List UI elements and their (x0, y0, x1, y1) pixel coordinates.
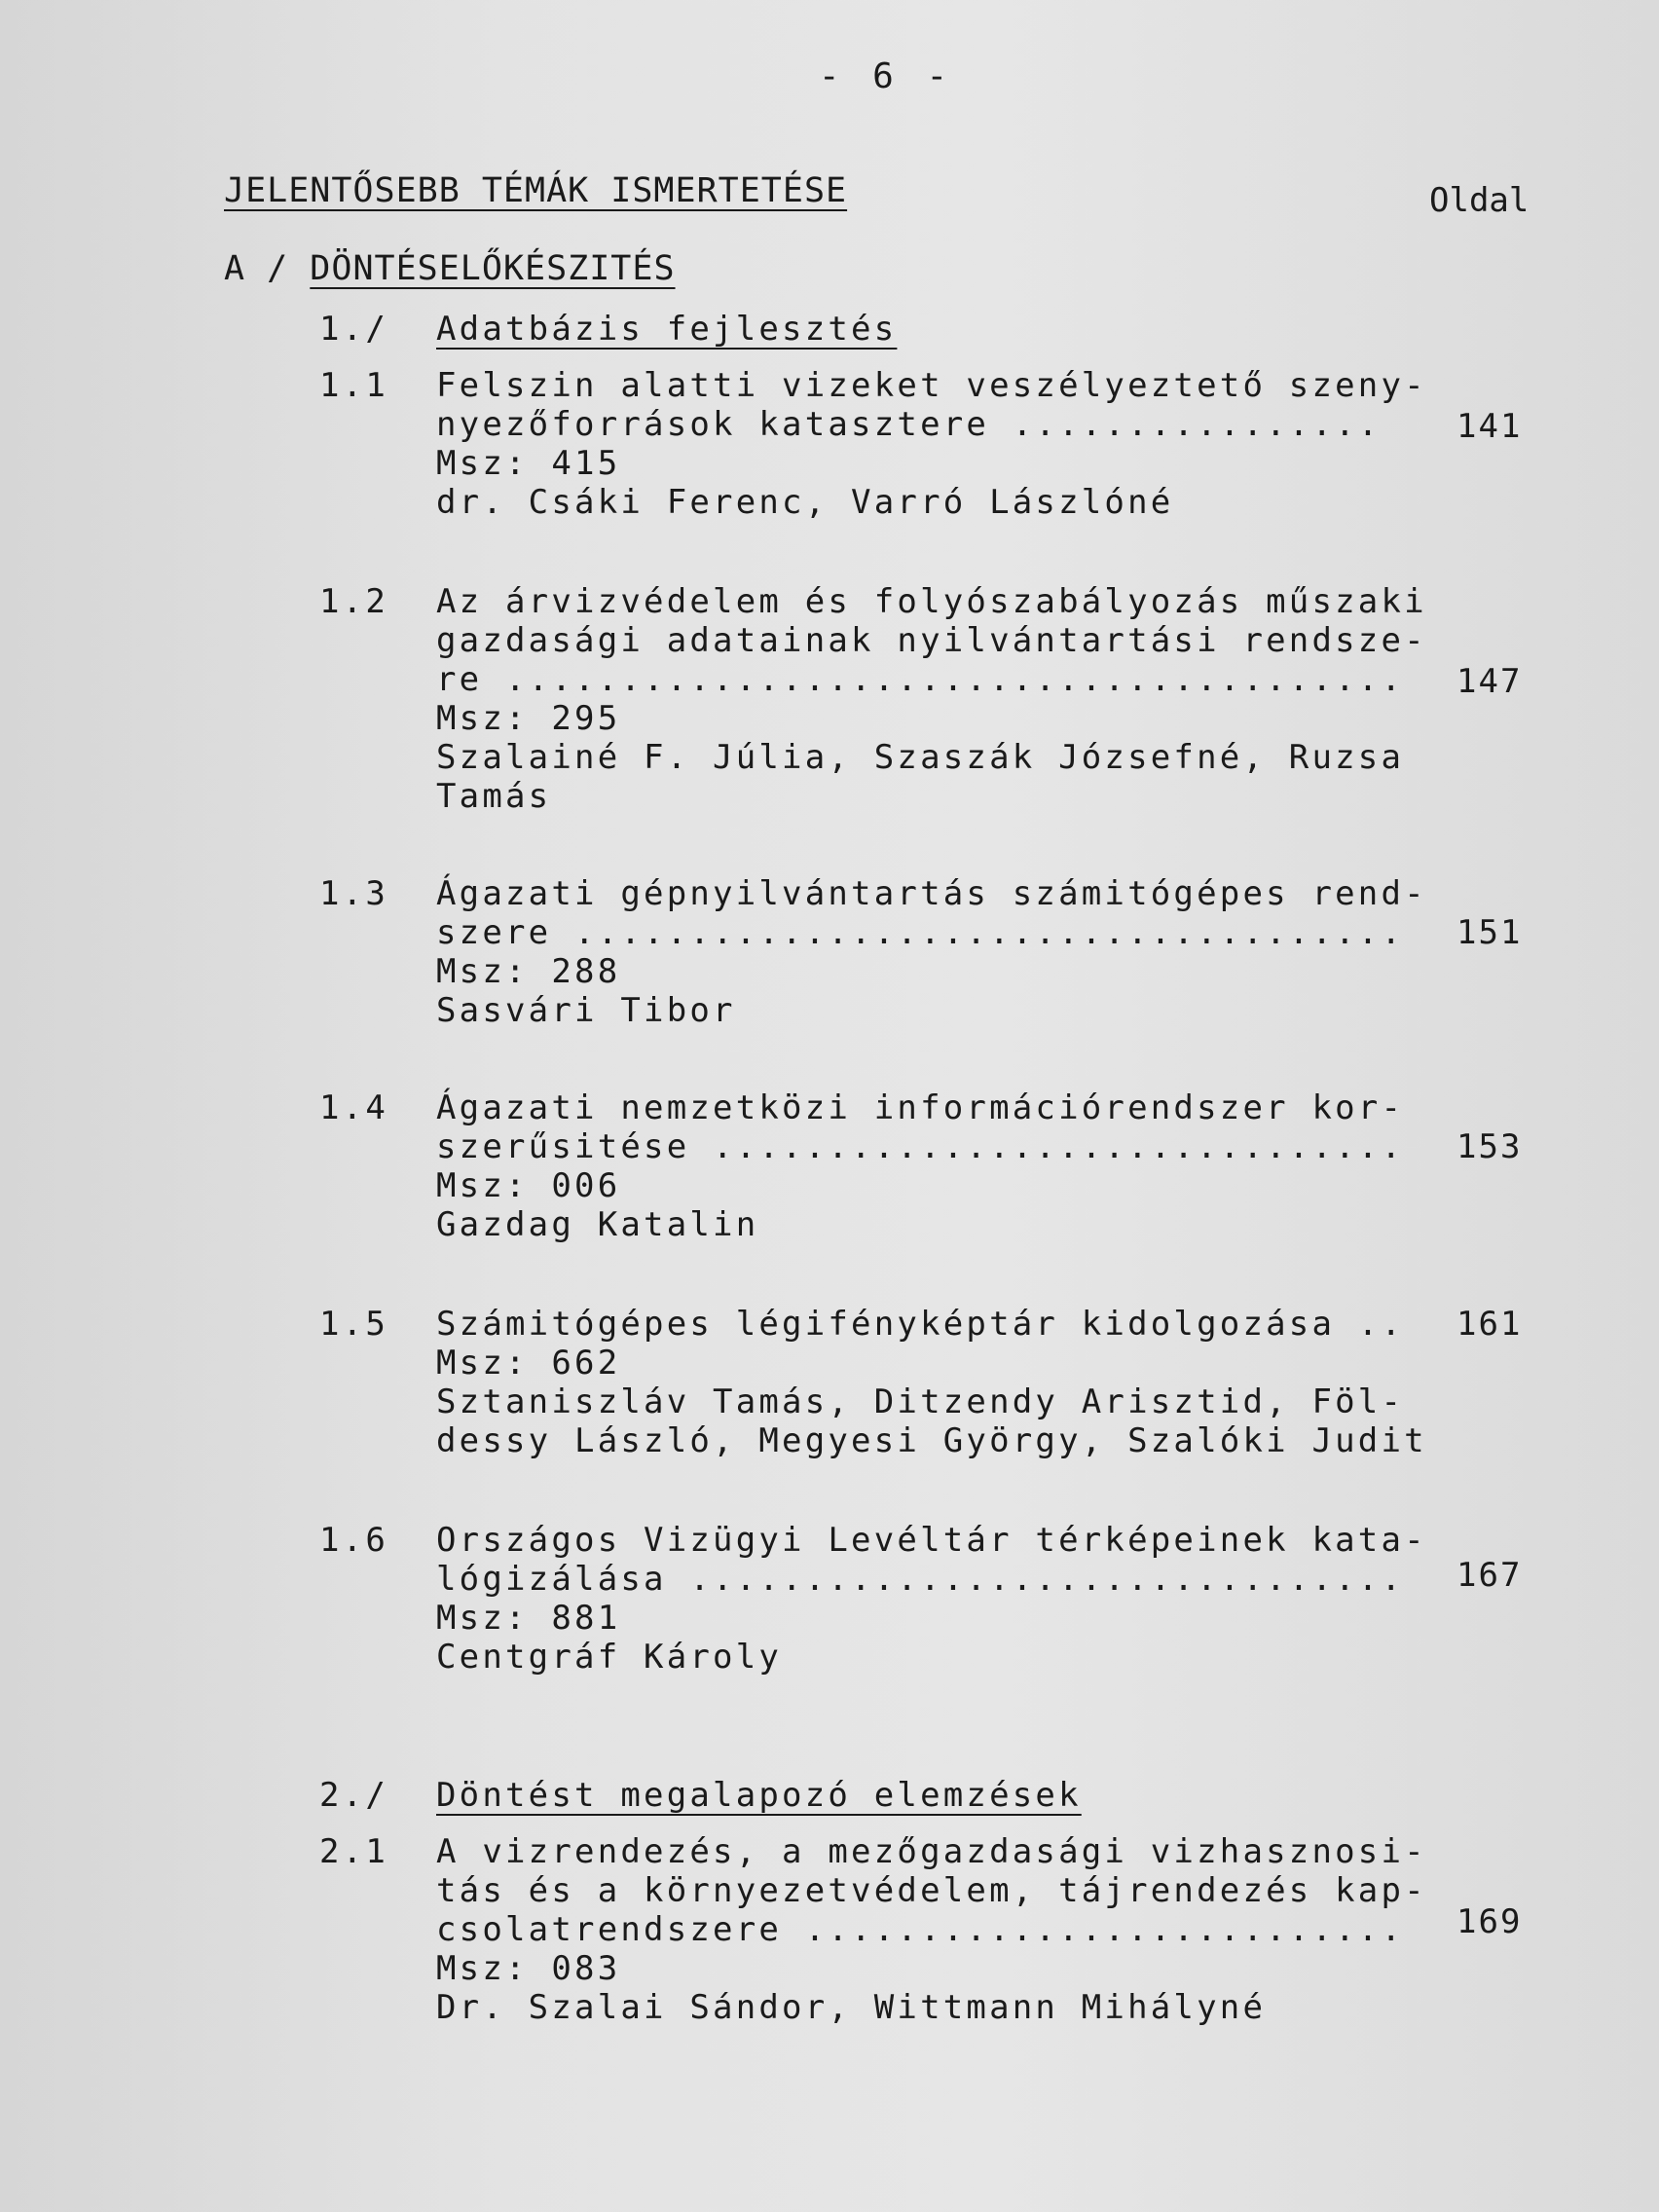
entry-line: re ....................................... (436, 660, 1405, 699)
entry-page-1-1: 141 (1456, 407, 1523, 446)
entry-line: gazdasági adatainak nyilvántartási rendsze- (436, 621, 1427, 660)
entry-number: 1.5 (319, 1305, 389, 1344)
group-title: Adatbázis fejlesztés (436, 310, 898, 349)
document-heading: JELENTŐSEBB TÉMÁK ISMERTETÉSE (224, 171, 848, 210)
entry-page-1-5: 161 (1456, 1305, 1523, 1344)
entry-line: Ágazati nemzetközi információrendszer kor- (436, 1088, 1405, 1127)
group-number: 1./ (319, 310, 389, 349)
section-title: DÖNTÉSELŐKÉSZITÉS (310, 249, 676, 288)
page-number: - 6 - (818, 56, 954, 96)
entry-line: csolatrendszere .......................... (436, 1910, 1405, 1949)
entry-number: 1.2 (319, 582, 389, 621)
entry-number: 2.1 (319, 1832, 389, 1871)
entry-line: Msz: 415 (436, 444, 621, 483)
entry-page-1-4: 153 (1456, 1127, 1523, 1166)
group-number: 2./ (319, 1776, 389, 1815)
entry-page-2-1: 169 (1456, 1902, 1523, 1941)
entry-line: Sasvári Tibor (436, 991, 736, 1030)
entry-line: Msz: 662 (436, 1344, 621, 1382)
entry-line: Centgráf Károly (436, 1638, 783, 1677)
entry-line: tás és a környezetvédelem, tájrendezés kap- (436, 1871, 1427, 1910)
entry-line: dessy László, Megyesi György, Szalóki Judit (436, 1421, 1427, 1460)
entry-line: Az árvizvédelem és folyószabályozás műszaki (436, 582, 1427, 621)
entry-line: szere .................................... (436, 913, 1405, 952)
entry-number: 1.3 (319, 874, 389, 913)
entry-line: Msz: 295 (436, 699, 621, 738)
entry-line: szerűsitése .............................. (436, 1127, 1405, 1166)
entry-page-1-2: 147 (1456, 662, 1523, 701)
entry-line: A vizrendezés, a mezőgazdasági vizhasznosi- (436, 1832, 1427, 1871)
group-title: Döntést megalapozó elemzések (436, 1776, 1082, 1815)
entry-number: 1.6 (319, 1521, 389, 1560)
entry-number: 1.4 (319, 1088, 389, 1127)
entry-line: Dr. Szalai Sándor, Wittmann Mihályné (436, 1988, 1267, 2027)
entry-line: lógizálása ............................... (436, 1560, 1405, 1599)
entry-line: Msz: 288 (436, 952, 621, 991)
entry-number: 1.1 (319, 366, 389, 405)
entry-line: Sztaniszláv Tamás, Ditzendy Arisztid, Föl- (436, 1382, 1405, 1421)
entry-line: Msz: 083 (436, 1949, 621, 1988)
entry-line: Szalainé F. Júlia, Szaszák Józsefné, Ruzsa (436, 738, 1405, 777)
entry-line: Országos Vizügyi Levéltár térképeinek kata- (436, 1521, 1427, 1560)
entry-line: Msz: 006 (436, 1166, 621, 1205)
entry-line: Msz: 881 (436, 1599, 621, 1638)
entry-line: Gazdag Katalin (436, 1205, 759, 1244)
entry-page-1-3: 151 (1456, 913, 1523, 952)
page-column-label: Oldal (1429, 181, 1530, 220)
entry-line: dr. Csáki Ferenc, Varró Lászlóné (436, 483, 1174, 522)
section-label: A / (224, 249, 289, 288)
entry-line: Tamás (436, 777, 552, 816)
section-heading (224, 249, 676, 288)
entry-line: nyezőforrások katasztere ................ (436, 405, 1382, 444)
entry-page-1-6: 167 (1456, 1556, 1523, 1595)
entry-line: Ágazati gépnyilvántartás számitógépes rend- (436, 874, 1427, 913)
entry-line: Számitógépes légifényképtár kidolgozása .. (436, 1305, 1405, 1344)
entry-line: Felszin alatti vizeket veszélyeztető szeny- (436, 366, 1427, 405)
